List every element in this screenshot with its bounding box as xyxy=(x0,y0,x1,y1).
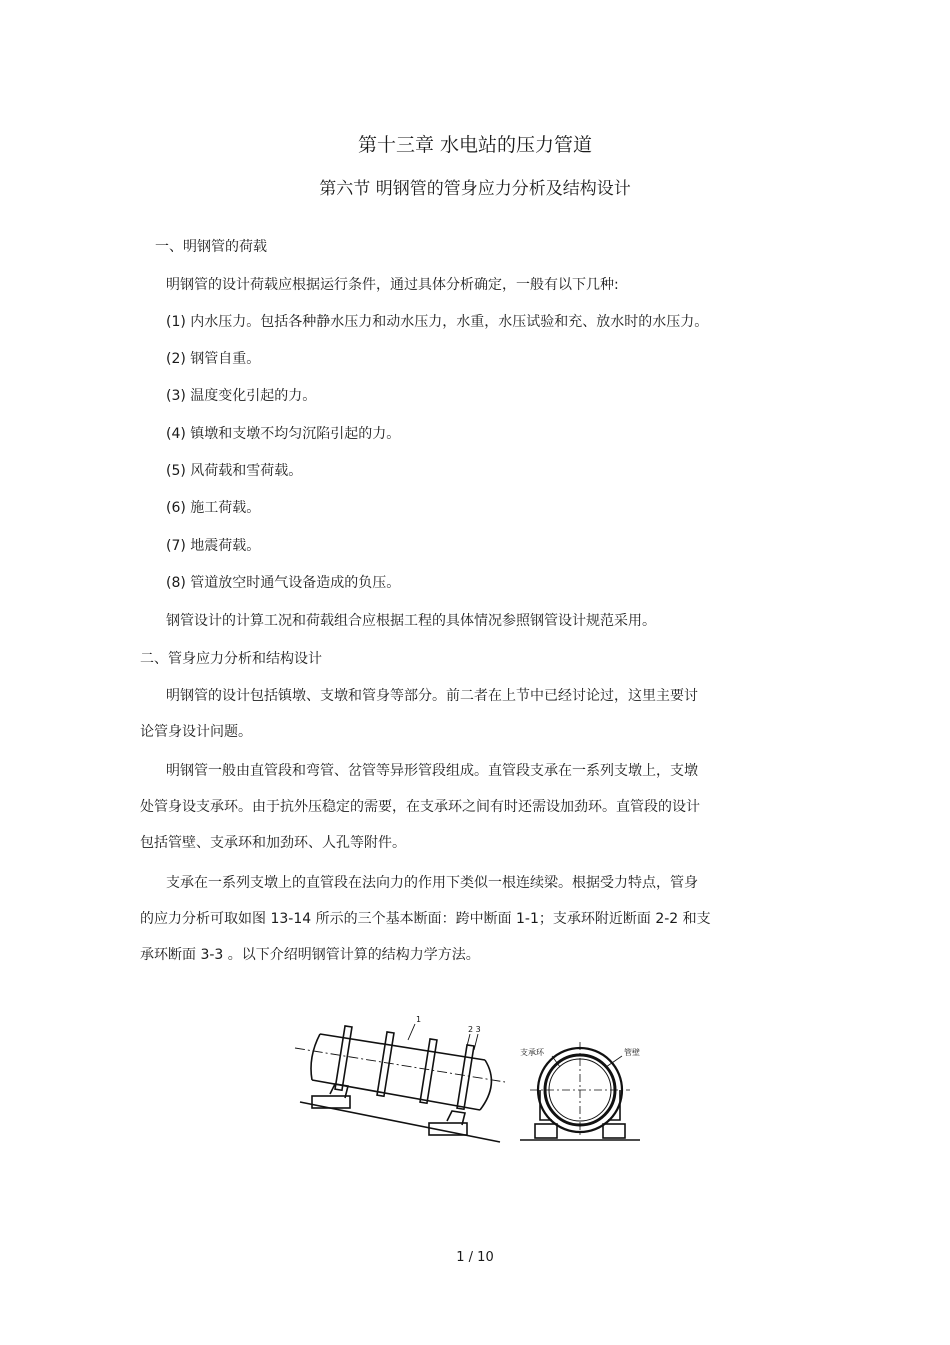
paragraph-intro: 明钢管的设计荷载应根据运行条件，通过具体分析确定，一般有以下几种: xyxy=(166,277,619,293)
paragraph-loads-note: 钢管设计的计算工况和荷载组合应根据工程的具体情况参照钢管设计规范采用。 xyxy=(166,613,656,629)
list-item: (4) 镇墩和支墩不均匀沉陷引起的力。 xyxy=(166,426,401,442)
paragraph-line: 处管身设支承环。由于抗外压稳定的需要，在支承环之间有时还需设加劲环。直管段的设计 xyxy=(140,799,700,815)
list-item: (8) 管道放空时通气设备造成的负压。 xyxy=(166,575,401,591)
figure-label-pipe-wall: 管壁 xyxy=(624,1048,640,1057)
paragraph-line: 的应力分析可取如图 13-14 所示的三个基本断面：跨中断面 1-1；支承环附近断面 2-2 和支 xyxy=(140,911,711,927)
list-item: (6) 施工荷载。 xyxy=(166,500,261,516)
figure-label-support-ring: 支承环 xyxy=(520,1048,544,1057)
figure-label-1: 1 xyxy=(416,1015,422,1024)
figure-label-23: 2 3 xyxy=(468,1025,481,1034)
list-item: (3) 温度变化引起的力。 xyxy=(166,388,317,404)
paragraph-line: 支承在一系列支墩上的直管段在法向力的作用下类似一根连续梁。根据受力特点，管身 xyxy=(166,875,698,891)
heading-stress-analysis: 二、管身应力分析和结构设计 xyxy=(140,651,322,667)
paragraph-line: 承环断面 3-3 。以下介绍明钢管计算的结构力学方法。 xyxy=(140,947,480,963)
list-item: (5) 风荷载和雪荷载。 xyxy=(166,463,303,479)
heading-loads: 一、明钢管的荷载 xyxy=(155,239,267,255)
paragraph-line: 包括管壁、支承环和加劲环、人孔等附件。 xyxy=(140,835,406,851)
paragraph-line: 明钢管一般由直管段和弯管、岔管等异形管段组成。直管段支承在一系列支墩上，支墩 xyxy=(166,763,698,779)
paragraph-line: 明钢管的设计包括镇墩、支墩和管身等部分。前二者在上节中已经讨论过，这里主要讨 xyxy=(166,688,698,704)
list-item: (1) 内水压力。包括各种静水压力和动水压力，水重，水压试验和充、放水时的水压力。 xyxy=(166,314,709,330)
pipe-section-figure xyxy=(290,1012,670,1152)
chapter-title: 第十三章 水电站的压力管道 xyxy=(357,134,593,156)
page-number: 1 / 10 xyxy=(456,1250,494,1265)
section-title: 第六节 明钢管的管身应力分析及结构设计 xyxy=(319,179,631,199)
list-item: (2) 钢管自重。 xyxy=(166,351,261,367)
paragraph-line: 论管身设计问题。 xyxy=(140,724,252,740)
list-item: (7) 地震荷载。 xyxy=(166,538,261,554)
